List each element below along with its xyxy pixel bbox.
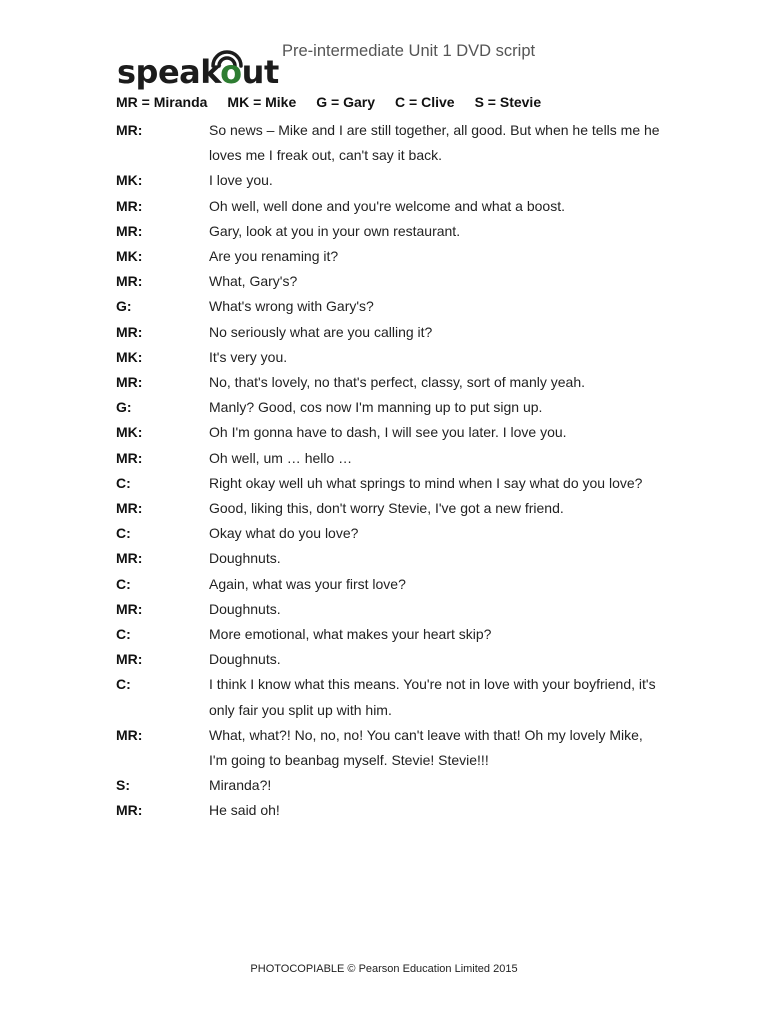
footer-copyright: PHOTOCOPIABLE © Pearson Education Limited 2015 (250, 963, 518, 975)
document-title: Pre-intermediate Unit 1 DVD script (282, 42, 536, 60)
logo-wordmark: speakout (117, 53, 279, 91)
dialogue-text: Are you renaming it? (209, 248, 339, 265)
speaker-label: MR: (116, 222, 143, 239)
dialogue-text: I think I know what this means. You're not in love with your boyfriend, it's only fair you split up with him. (209, 676, 656, 718)
dialogue-line (116, 118, 676, 168)
dialogue-text: Oh well, um … hello … (209, 449, 353, 466)
dialogue-text: It's very you. (209, 348, 288, 365)
dialogue-line (116, 269, 676, 294)
dialogue-text: Okay what do you love? (209, 525, 359, 542)
dialogue-line (116, 294, 676, 319)
dialogue-line (116, 420, 676, 445)
speaker-label: G: (116, 399, 132, 416)
speaker-label: C: (116, 525, 131, 542)
dialogue-line (116, 496, 676, 521)
dialogue-text: Manly? Good, cos now I'm manning up to put sign up. (209, 399, 543, 416)
dialogue-text: Right okay well uh what springs to mind when I say what do you love? (209, 474, 643, 491)
dialogue-text: What, what?! No, no, no! You can't leave with that! Oh my lovely Mike, I'm going to beanbag myself. Stevie! Stevie!!! (209, 726, 643, 769)
dialogue-text: I love you. (209, 172, 273, 189)
dialogue-line (116, 168, 676, 193)
legend-entry: S = Stevie (474, 94, 542, 110)
speaker-label: MK: (116, 172, 143, 189)
dialogue-line (116, 672, 676, 722)
dialogue-text: Doughnuts. (209, 600, 281, 617)
dialogue-line (116, 345, 676, 370)
dialogue-text: What, Gary's? (209, 273, 298, 290)
dialogue-line (116, 244, 676, 269)
dialogue-text: Gary, look at you in your own restaurant. (209, 222, 461, 239)
dialogue-line (116, 546, 676, 571)
dialogue-line (116, 194, 676, 219)
dialogue-text: Oh I'm gonna have to dash, I will see you later. I love you. (209, 424, 567, 441)
speaker-label: G: (116, 298, 132, 315)
dialogue-line (116, 521, 676, 546)
speaker-label: MR: (116, 374, 143, 391)
speaker-label: MR: (116, 651, 143, 668)
speaker-label: C: (116, 626, 131, 643)
dialogue-text: So news – Mike and I are still together, all good. But when he tells me he loves me I freak out, can't say it back. (209, 122, 660, 164)
dialogue-text: Doughnuts. (209, 651, 281, 668)
transcript (116, 118, 676, 824)
dialogue-line (116, 723, 676, 773)
speaker-label: MR: (116, 449, 143, 466)
dialogue-line (116, 647, 676, 672)
dialogue-text: Again, what was your first love? (209, 575, 406, 592)
legend-entry: C = Clive (395, 94, 455, 110)
speaker-label: MR: (116, 500, 143, 517)
speaker-legend (116, 94, 561, 114)
dialogue-text: Doughnuts. (209, 550, 281, 567)
speaker-label: MR: (116, 273, 143, 290)
speaker-label: MR: (116, 726, 143, 743)
dialogue-line (116, 572, 676, 597)
legend-entry: MR = Miranda (116, 94, 208, 110)
dialogue-line (116, 446, 676, 471)
speaker-label: MK: (116, 424, 143, 441)
speaker-label: C: (116, 474, 131, 491)
dialogue-text: Oh well, well done and you're welcome and what a boost. (209, 197, 565, 214)
speaker-label: MR: (116, 802, 143, 819)
speaker-label: MR: (116, 323, 143, 340)
speaker-label: C: (116, 676, 131, 693)
speaker-label: S: (116, 777, 130, 794)
speaker-label: MR: (116, 550, 143, 567)
speaker-label: MR: (116, 197, 143, 214)
dialogue-text: More emotional, what makes your heart skip? (209, 626, 492, 643)
dialogue-text: Miranda?! (209, 777, 272, 794)
dialogue-line (116, 471, 676, 496)
speaker-label: MR: (116, 600, 143, 617)
speaker-label: MK: (116, 348, 143, 365)
speaker-label: MK: (116, 248, 143, 265)
dialogue-line (116, 597, 676, 622)
dialogue-line (116, 370, 676, 395)
dialogue-line (116, 622, 676, 647)
dialogue-line (116, 320, 676, 345)
dialogue-text: He said oh! (209, 802, 280, 819)
legend-entry: MK = Mike (227, 94, 297, 110)
speakout-logo (117, 44, 279, 94)
dialogue-line (116, 219, 676, 244)
legend-entry: G = Gary (316, 94, 376, 110)
dialogue-line (116, 395, 676, 420)
dialogue-text: What's wrong with Gary's? (209, 298, 374, 315)
speaker-label: MR: (116, 122, 143, 138)
dialogue-line (116, 773, 676, 798)
dialogue-text: No, that's lovely, no that's perfect, classy, sort of manly yeah. (209, 374, 585, 391)
speaker-label: C: (116, 575, 131, 592)
dialogue-text: No seriously what are you calling it? (209, 323, 433, 340)
dialogue-text: Good, liking this, don't worry Stevie, I've got a new friend. (209, 500, 564, 517)
dialogue-line (116, 798, 676, 823)
